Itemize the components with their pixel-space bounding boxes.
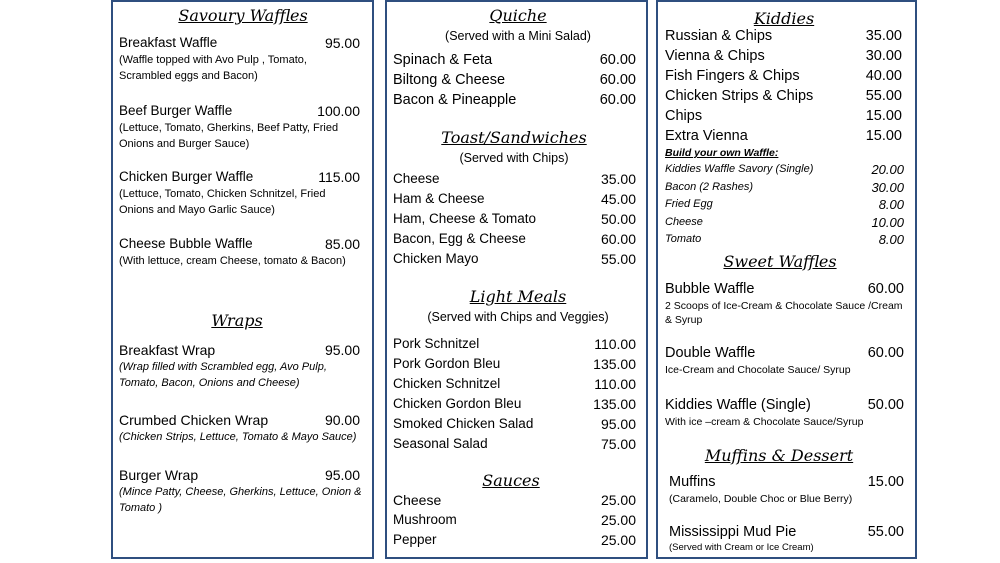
item-name: Kiddies Waffle Savory (Single) <box>665 163 814 175</box>
item-price: 30.00 <box>865 48 902 64</box>
item-name: Bacon, Egg & Cheese <box>393 231 526 246</box>
item-price: 40.00 <box>865 68 902 84</box>
item-description: (Chicken Strips, Lettuce, Tomato & Mayo Sauce) <box>119 431 357 443</box>
section-title-toast-sandwiches: Toast/Sandwiches <box>441 128 587 147</box>
item-price: 55.00 <box>600 251 636 267</box>
item-name: Breakfast Waffle <box>119 35 218 50</box>
build-your-own-title: Build your own Waffle: <box>665 147 779 159</box>
item-name: Cheese <box>393 171 440 186</box>
section-title-savoury-waffles: Savoury Waffles <box>178 6 308 25</box>
item-name: Mushroom <box>393 512 457 527</box>
item-name: Bacon (2 Rashes) <box>665 181 754 193</box>
item-name: Seasonal Salad <box>393 436 488 451</box>
section-title-sauces: Sauces <box>482 471 540 490</box>
item-name: Pepper <box>393 532 437 547</box>
item-price: 25.00 <box>600 532 636 548</box>
item-name: Mississippi Mud Pie <box>669 524 797 540</box>
item-name: Extra Vienna <box>665 128 748 144</box>
item-price: 90.00 <box>324 412 360 428</box>
item-price: 55.00 <box>865 88 902 104</box>
section-title-muffins-dessert: Muffins & Dessert <box>704 446 854 465</box>
item-name: Chicken Strips & Chips <box>665 88 814 104</box>
item-name: Spinach & Feta <box>393 52 493 68</box>
item-price: 8.00 <box>878 197 904 212</box>
item-price: 35.00 <box>600 171 636 187</box>
item-price: 95.00 <box>324 35 360 51</box>
item-price: 95.00 <box>324 467 360 483</box>
item-price: 8.00 <box>878 232 904 247</box>
item-name: Kiddies Waffle (Single) <box>665 397 811 413</box>
item-description: (Wrap filled with Scrambled egg, Avo Pulp, Tomato, Bacon, Onions and Cheese) <box>119 361 327 389</box>
item-price: 25.00 <box>600 492 636 508</box>
item-price: 75.00 <box>600 436 636 452</box>
item-name: Cheese Bubble Waffle <box>119 236 253 251</box>
item-price: 60.00 <box>599 72 636 88</box>
item-price: 10.00 <box>871 215 904 230</box>
section-title-quiche: Quiche <box>489 6 547 25</box>
item-price: 15.00 <box>865 128 902 144</box>
item-name: Bubble Waffle <box>665 281 755 297</box>
item-description: (Lettuce, Tomato, Chicken Schnitzel, Fried Onions and Mayo Garlic Sauce) <box>119 188 326 216</box>
item-price: 95.00 <box>324 342 360 358</box>
item-name: Ham & Cheese <box>393 191 485 206</box>
item-price: 110.00 <box>594 336 636 352</box>
item-name: Double Waffle <box>665 345 756 361</box>
item-name: Russian & Chips <box>665 28 773 44</box>
item-description: With ice –cream & Chocolate Sauce/Syrup <box>665 416 864 428</box>
menu-panel-middle <box>385 0 648 559</box>
item-price: 55.00 <box>867 524 904 540</box>
item-name: Bacon & Pineapple <box>393 92 517 108</box>
item-name: Biltong & Cheese <box>393 72 506 88</box>
item-name: Vienna & Chips <box>665 48 765 64</box>
item-price: 20.00 <box>871 162 904 177</box>
item-price: 135.00 <box>593 396 636 412</box>
item-price: 15.00 <box>865 108 902 124</box>
section-title-kiddies: Kiddies <box>753 9 815 28</box>
item-name: Burger Wrap <box>119 467 199 483</box>
item-price: 135.00 <box>593 356 636 372</box>
menu-panel-left <box>111 0 374 559</box>
item-price: 85.00 <box>324 236 360 252</box>
item-description: Ice-Cream and Chocolate Sauce/ Syrup <box>665 364 851 376</box>
item-name: Muffins <box>669 474 716 490</box>
item-price: 30.00 <box>871 180 904 195</box>
item-name: Ham, Cheese & Tomato <box>393 211 537 226</box>
item-name: Fish Fingers & Chips <box>665 68 800 84</box>
section-title-wraps: Wraps <box>211 311 263 330</box>
item-description: (Caramelo, Double Choc or Blue Berry) <box>669 493 853 505</box>
item-name: Chicken Schnitzel <box>393 376 501 391</box>
item-price: 15.00 <box>867 474 904 490</box>
item-name: Chicken Mayo <box>393 251 479 266</box>
item-name: Chicken Burger Waffle <box>119 169 254 184</box>
item-price: 100.00 <box>317 103 360 119</box>
section-title-sweet-waffles: Sweet Waffles <box>723 252 837 271</box>
menu-panel-right <box>656 0 917 559</box>
item-name: Cheese <box>665 216 703 228</box>
item-name: Tomato <box>665 233 702 245</box>
section-subtitle: (Served with Chips) <box>459 151 569 165</box>
item-name: Crumbed Chicken Wrap <box>119 412 269 428</box>
section-title-light-meals: Light Meals <box>469 287 567 306</box>
item-name: Fried Egg <box>665 198 713 210</box>
item-price: 60.00 <box>867 345 904 361</box>
item-name: Cheese <box>393 492 442 508</box>
item-description: 2 Scoops of Ice-Cream & Chocolate Sauce /Cream & Syrup <box>665 300 903 326</box>
item-name: Chicken Gordon Bleu <box>393 396 522 411</box>
item-name: Chips <box>665 108 703 124</box>
item-price: 35.00 <box>865 28 902 44</box>
item-description: (Waffle topped with Avo Pulp , Tomato, Scrambled eggs and Bacon) <box>119 54 307 82</box>
item-name: Beef Burger Waffle <box>119 103 233 118</box>
item-price: 115.00 <box>318 169 360 185</box>
item-description: (Served with Cream or Ice Cream) <box>669 542 814 553</box>
section-subtitle: (Served with a Mini Salad) <box>445 29 591 43</box>
item-name: Pork Schnitzel <box>393 336 480 351</box>
item-description: (Lettuce, Tomato, Gherkins, Beef Patty, Fried Onions and Burger Sauce) <box>119 122 339 150</box>
item-name: Smoked Chicken Salad <box>393 416 534 431</box>
item-price: 95.00 <box>600 416 636 432</box>
item-description: (Mince Patty, Cheese, Gherkins, Lettuce, Onion & Tomato ) <box>119 486 362 514</box>
item-price: 60.00 <box>599 52 636 68</box>
item-price: 110.00 <box>594 376 636 392</box>
item-price: 25.00 <box>600 512 636 528</box>
item-price: 60.00 <box>600 231 636 247</box>
item-price: 50.00 <box>867 397 904 413</box>
item-price: 60.00 <box>867 281 904 297</box>
item-description: (With lettuce, cream Cheese, tomato & Bacon) <box>119 255 346 267</box>
item-price: 50.00 <box>600 211 636 227</box>
item-name: Breakfast Wrap <box>119 342 216 358</box>
item-price: 60.00 <box>599 92 636 108</box>
item-price: 45.00 <box>600 191 636 207</box>
item-name: Pork Gordon Bleu <box>393 356 501 371</box>
section-subtitle: (Served with Chips and Veggies) <box>427 310 609 324</box>
